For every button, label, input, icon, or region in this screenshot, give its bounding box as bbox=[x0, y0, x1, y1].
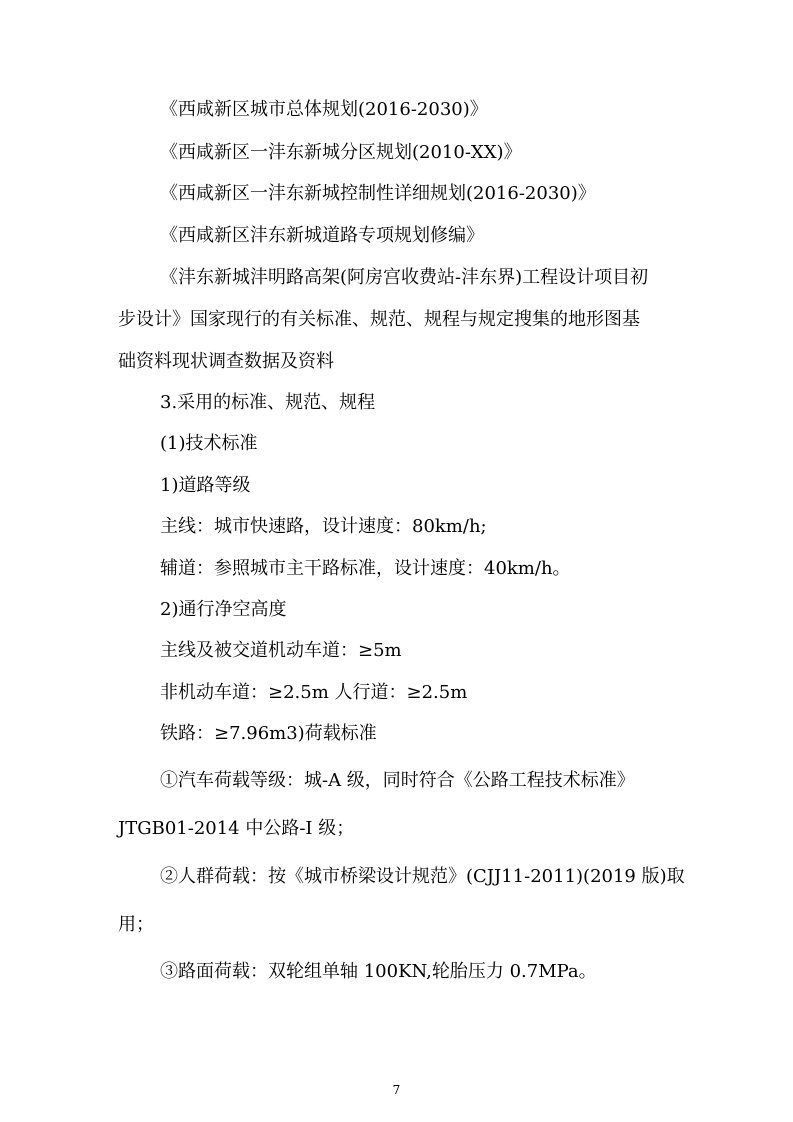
body-line: 础资料现状调查数据及资料 bbox=[118, 351, 334, 372]
subsection-heading: (1)技术标准 bbox=[160, 433, 258, 454]
reference-line: 《西咸新区一沣东新城分区规划(2010-XX)》 bbox=[160, 142, 522, 163]
page-number: 7 bbox=[392, 1083, 401, 1097]
reference-line: 《沣东新城沣明路高架(阿房宫收费站-沣东界)工程设计项目初 bbox=[160, 267, 649, 288]
body-line: ③路面荷载：双轮组单轴 100KN,轮胎压力 0.7MPa。 bbox=[160, 961, 597, 982]
reference-line: 《西咸新区一沣东新城控制性详细规划(2016-2030)》 bbox=[160, 183, 596, 204]
section-heading: 3.采用的标准、规范、规程 bbox=[160, 392, 376, 413]
item-heading: 1)道路等级 bbox=[160, 475, 251, 496]
body-line: ②人群荷载：按《城市桥梁设计规范》(CJJ11-2011)(2019 版)取 bbox=[160, 866, 685, 887]
body-line: ①汽车荷载等级：城-A 级，同时符合《公路工程技术标准》 bbox=[160, 770, 635, 791]
body-line: 主线及被交道机动车道：≥5m bbox=[160, 640, 402, 661]
reference-line: 《西咸新区城市总体规划(2016-2030)》 bbox=[160, 99, 488, 120]
body-line: 非机动车道：≥2.5m 人行道：≥2.5m bbox=[160, 682, 468, 703]
body-line: 辅道：参照城市主干路标准，设计速度：40km/h。 bbox=[160, 558, 571, 579]
item-heading: 2)通行净空高度 bbox=[160, 599, 287, 620]
reference-line: 《西咸新区沣东新城道路专项规划修编》 bbox=[160, 225, 484, 246]
body-line: 用； bbox=[118, 914, 154, 935]
body-line: 主线：城市快速路，设计速度：80km/h; bbox=[160, 516, 487, 537]
body-line: 步设计》国家现行的有关标准、规范、规程与规定搜集的地形图基 bbox=[118, 309, 640, 330]
body-line: 铁路：≥7.96m3)荷载标准 bbox=[160, 723, 377, 744]
body-line: JTGB01-2014 中公路-I 级； bbox=[118, 818, 355, 839]
